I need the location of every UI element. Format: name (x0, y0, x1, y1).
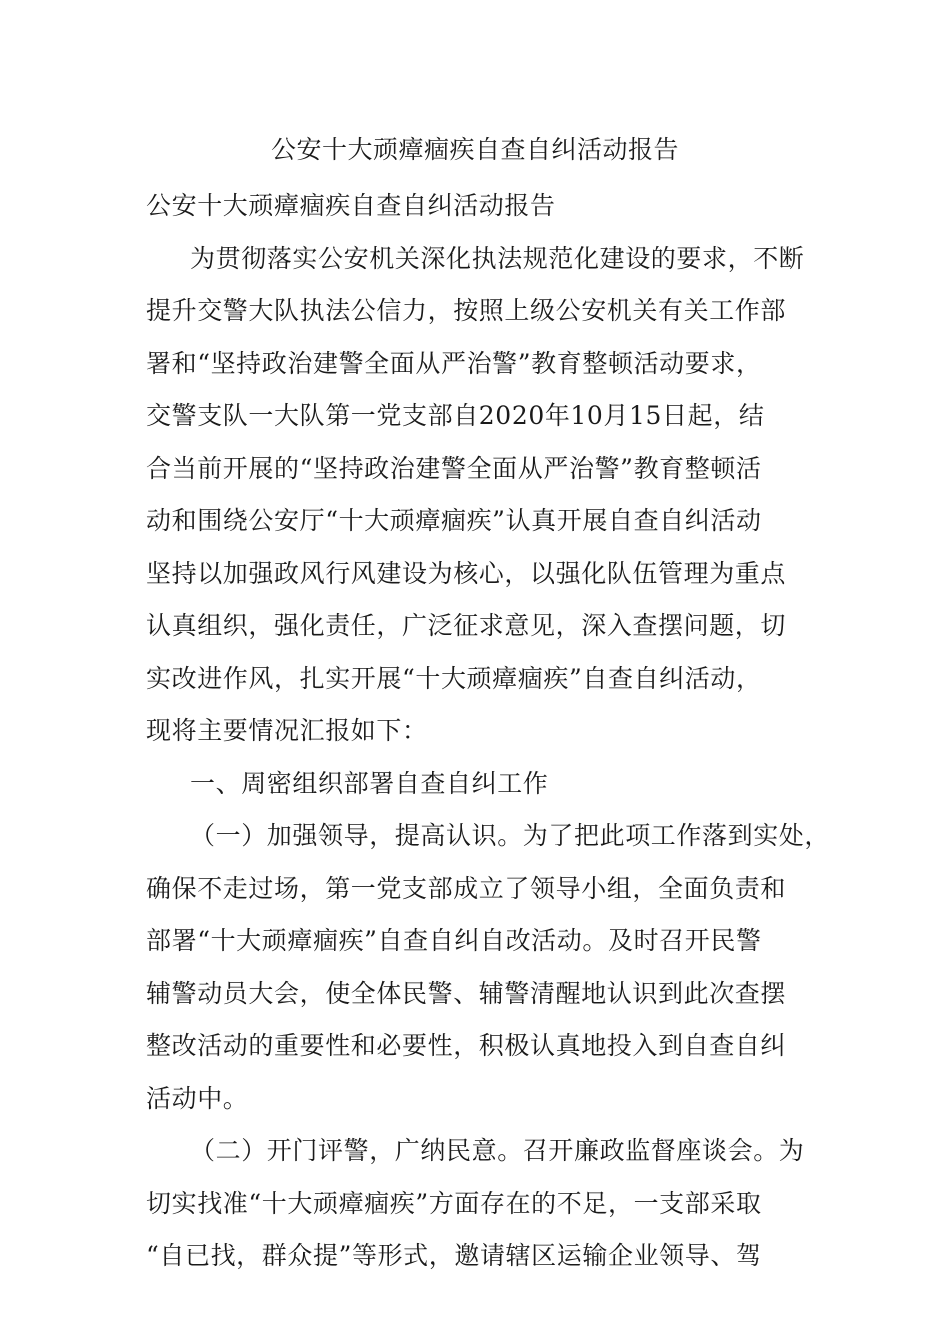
document-body (146, 180, 831, 1283)
body-text-line: 辅警动员大会，使全体民警、辅警清醒地认识到此次查摆 (146, 978, 787, 1008)
body-text-line: 切实找准“十大顽瘴痼疾”方面存在的不足，一支部采取 (146, 1188, 762, 1218)
body-text-line: 署和“坚持政治建警全面从严治警”教育整顿活动要求， (146, 348, 762, 378)
body-text-line: 为贯彻落实公安机关深化执法规范化建设的要求，不断 (190, 243, 805, 273)
body-text-line: 认真组织，强化责任，广泛征求意见，深入查摆问题，切 (146, 611, 787, 640)
body-text-line: 交警支队一大队第一党支部自2020年10月15日起，结 (146, 401, 765, 430)
body-text-line: 合当前开展的“坚持政治建警全面从严治警”教育整顿活 (146, 453, 762, 483)
body-text-line: 实改进作风，扎实开展“十大顽瘴痼疾”自查自纠活动， (146, 663, 762, 693)
body-text-line: “自已找，群众提”等形式，邀请辖区运输企业领导、驾 (146, 1241, 762, 1270)
body-text-line: 整改活动的重要性和必要性，积极认真地投入到自查自纠 (146, 1031, 787, 1060)
body-text-line: 部署“十大顽瘴痼疾”自查自纠自改活动。及时召开民警 (146, 926, 762, 955)
body-text-line: 活动中。 (146, 1083, 249, 1113)
body-text-line: 坚持以加强政风行风建设为核心，以强化队伍管理为重点 (146, 558, 787, 588)
body-text-line: 动和围绕公安厅“十大顽瘴痼疾”认真开展自查自纠活动 (146, 506, 762, 535)
body-text-line: 确保不走过场，第一党支部成立了领导小组，全面负责和 (146, 873, 787, 903)
body-text-line: 一、周密组织部署自查自纠工作 (190, 768, 549, 798)
body-text-line: （二）开门评警，广纳民意。召开廉政监督座谈会。为 (190, 1136, 805, 1165)
body-text-line: 公安十大顽瘴痼疾自查自纠活动报告 (146, 191, 556, 220)
body-text-line: 提升交警大队执法公信力，按照上级公安机关有关工作部 (146, 296, 787, 325)
body-text-line: 现将主要情况汇报如下： (146, 716, 428, 745)
document-title: 公安十大顽瘴痼疾自查自纠活动报告 (270, 135, 679, 164)
body-text-line: （一）加强领导，提高认识。为了把此项工作落到实处， (190, 821, 831, 850)
